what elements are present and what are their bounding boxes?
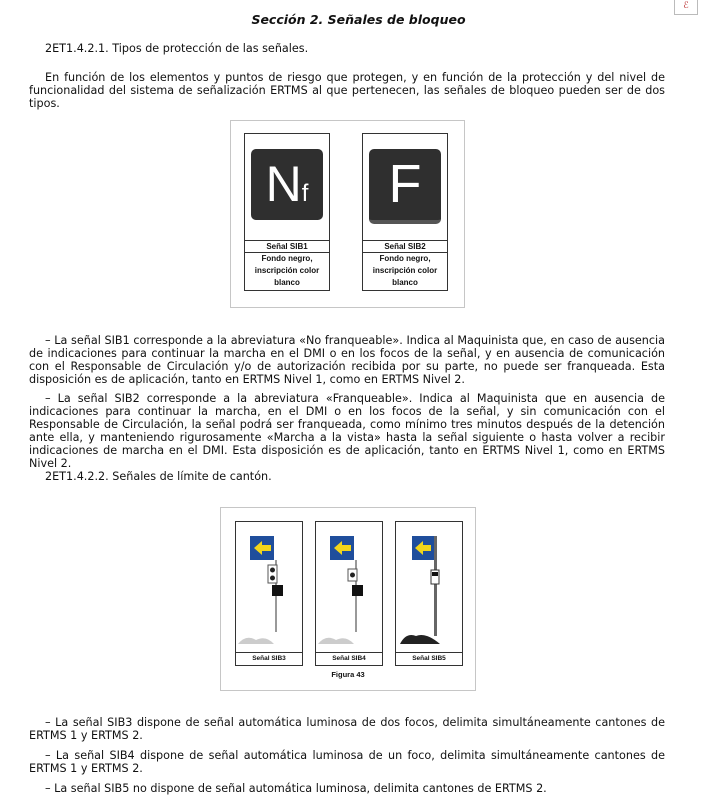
sib3-signal-drawing <box>236 522 302 652</box>
paragraph-sib3: – La señal SIB3 dispone de señal automática luminosa de dos focos, delimita simultáneamente cantones de ERTMS 1 y ERTMS 2. <box>29 716 665 742</box>
paragraph-sib2: – La señal SIB2 corresponde a la abreviatura «Franqueable». Indica al Maquinista que en ausencia de indicaciones para continuar la marcha, en el DMI o en los focos de la señal, y sin comunicación con el Responsable de Circulación, la señal podrá ser franqueada, como mínimo tres minutos después de la detención ante ella, y manteniendo rigurosamente «Marcha a la vista» hasta la señal siguiente o hasta volver a recibir indicaciones de marcha en el DMI. Esta disposición es de aplicación, tanto en ERTMS Nivel 1, como en ERTMS Nivel 2. <box>29 392 665 470</box>
paragraph-sib4: – La señal SIB4 dispone de señal automática luminosa de un foco, delimita simultáneamente cantones de ERTMS 1 y ERTMS 2. <box>29 749 665 775</box>
figure-caption: Figura 43 <box>331 670 365 679</box>
sib4-name: Señal SIB4 <box>316 652 382 665</box>
sib2-name: Señal SIB2 <box>363 240 447 253</box>
subsection-title-tipos: 2ET1.4.2.1. Tipos de protección de las señales. <box>45 42 309 55</box>
sib3-name: Señal SIB3 <box>236 652 302 665</box>
subsection-title-limite: 2ET1.4.2.2. Señales de límite de cantón. <box>45 470 272 483</box>
figure-sib1-sib2 <box>230 120 465 308</box>
sib5-signal-drawing <box>396 522 462 652</box>
sib4-signal-drawing <box>316 522 382 652</box>
sign-card-sib3 <box>235 521 303 666</box>
sib1-name: Señal SIB1 <box>245 240 329 253</box>
sign-card-sib5 <box>395 521 463 666</box>
paragraph-sib1: – La señal SIB1 corresponde a la abreviatura «No franqueable». Indica al Maquinista que, en caso de ausencia de indicaciones para continuar la marcha en el DMI o en los focos de la señal, y en ausencia de comunicación con el Responsable de Circulación y/o de autorización recibida por su parte, no puede ser franqueada. Esta disposición es de aplicación, tanto en ERTMS Nivel 1, como en ERTMS Nivel 2. <box>29 334 665 386</box>
sib1-description: Fondo negro, inscripción color blanco <box>254 254 320 287</box>
sign-card-sib2 <box>362 133 448 291</box>
intro-paragraph: En función de los elementos y puntos de riesgo que protegen, y en función de la protección y del nivel de funcionalidad del sistema de señalización ERTMS al que pertenecen, las señales de bloqueo pueden ser de dos tipos. <box>29 71 665 110</box>
section-heading: Sección 2. Señales de bloqueo <box>251 12 466 27</box>
sib5-name: Señal SIB5 <box>396 652 462 665</box>
sib1-sign-icon: Nf <box>251 149 323 220</box>
figure-43 <box>220 507 476 691</box>
sib2-description: Fondo negro, inscripción color blanco <box>372 254 438 287</box>
corner-logo: ℰ <box>674 0 698 15</box>
sib2-sign-icon: F <box>369 149 441 224</box>
sign-card-sib4 <box>315 521 383 666</box>
paragraph-sib5: – La señal SIB5 no dispone de señal automática luminosa, delimita cantones de ERTMS 2. <box>45 782 547 795</box>
sign-card-sib1 <box>244 133 330 291</box>
